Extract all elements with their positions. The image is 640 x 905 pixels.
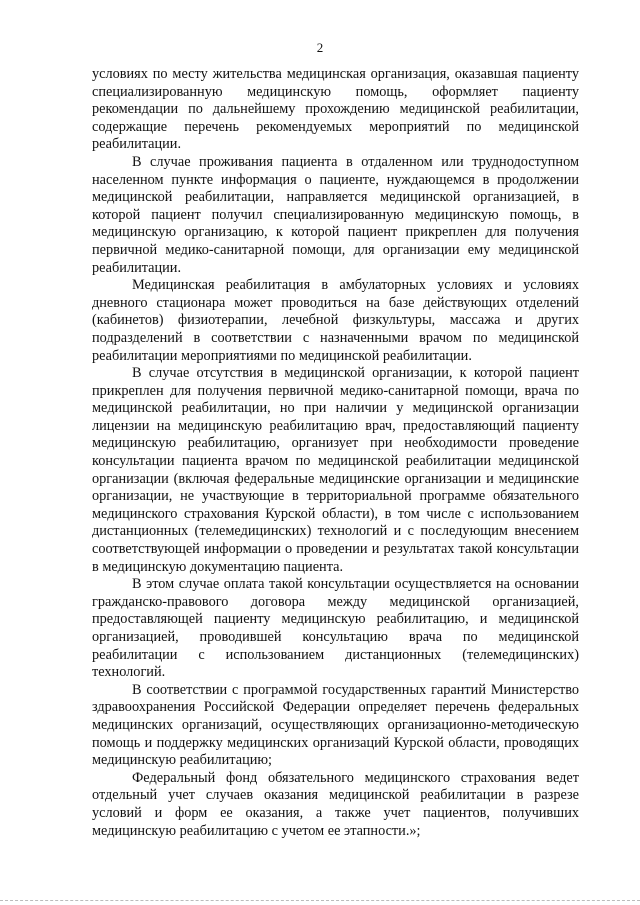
- page-number: 2: [316, 40, 324, 55]
- scan-edge-divider: [0, 900, 640, 902]
- paragraph-5: В этом случае оплата такой консультации осуществляется на основании гражданско-правового договора между медицинской организацией, предоставляющей пациенту медицинскую реабилитацию, и медицинской организацией, проводившей консультацию врача по медицинской реабилитации с использованием дистанционных (телемедицинских) технологий.: [92, 576, 579, 681]
- paragraph-4: В случае отсутствия в медицинской организации, к которой пациент прикреплен для получения первичной медико-санитарной помощи, врача по медицинской реабилитации, но при наличии у медицинской организации лицензии на медицинскую реабилитацию врач, предоставляющий пациенту медицинскую реабилитацию, организует при необходимости проведение консультации пациента врачом по медицинской реабилитации медицинской организации (включая федеральные медицинские организации и медицинские организации, не участвующие в территориальной программе обязательного медицинского страхования Курской области), в том числе с использованием дистанционных (телемедицинских) технологий и с последующим внесением соответствующей информации о проведении и результатах такой консультации в медицинскую документацию пациента.: [92, 365, 579, 575]
- paragraph-7: Федеральный фонд обязательного медицинского страхования ведет отдельный учет случаев оказания медицинской реабилитации в разрезе условий и форм ее оказания, а также учет пациентов, получивших медицинскую реабилитацию с учетом ее этапности.»;: [92, 769, 579, 839]
- paragraph-3: Медицинская реабилитация в амбулаторных условиях и условиях дневного стационара может проводиться на базе действующих отделений (кабинетов) физиотерапии, лечебной физкультуры, массажа и других подразделений в соответствии с назначенными врачом по медицинской реабилитации мероприятиями по медицинской реабилитации.: [92, 277, 579, 364]
- document-body: [92, 66, 579, 840]
- paragraph-1: условиях по месту жительства медицинская организация, оказавшая пациенту специализированную медицинскую помощь, оформляет пациенту рекомендации по дальнейшему прохождению медицинской реабилитации, содержащие перечень рекомендуемых мероприятий по медицинской реабилитации.: [92, 66, 579, 153]
- paragraph-2: В случае проживания пациента в отдаленном или труднодоступном населенном пункте информация о пациенте, нуждающемся в продолжении медицинской реабилитации, направляется медицинской организацией, в которой пациент получил специализированную медицинскую помощь, в медицинскую организацию, к которой пациент прикреплен для получения первичной медико-санитарной помощи, для организации ему медицинской реабилитации.: [92, 153, 579, 276]
- paragraph-6: В соответствии с программой государственных гарантий Министерство здравоохранения Российской Федерации определяет перечень федеральных медицинских организаций, осуществляющих организационно-методическую помощь и поддержку медицинских организаций Курской области, проводящих медицинскую реабилитацию;: [92, 681, 579, 769]
